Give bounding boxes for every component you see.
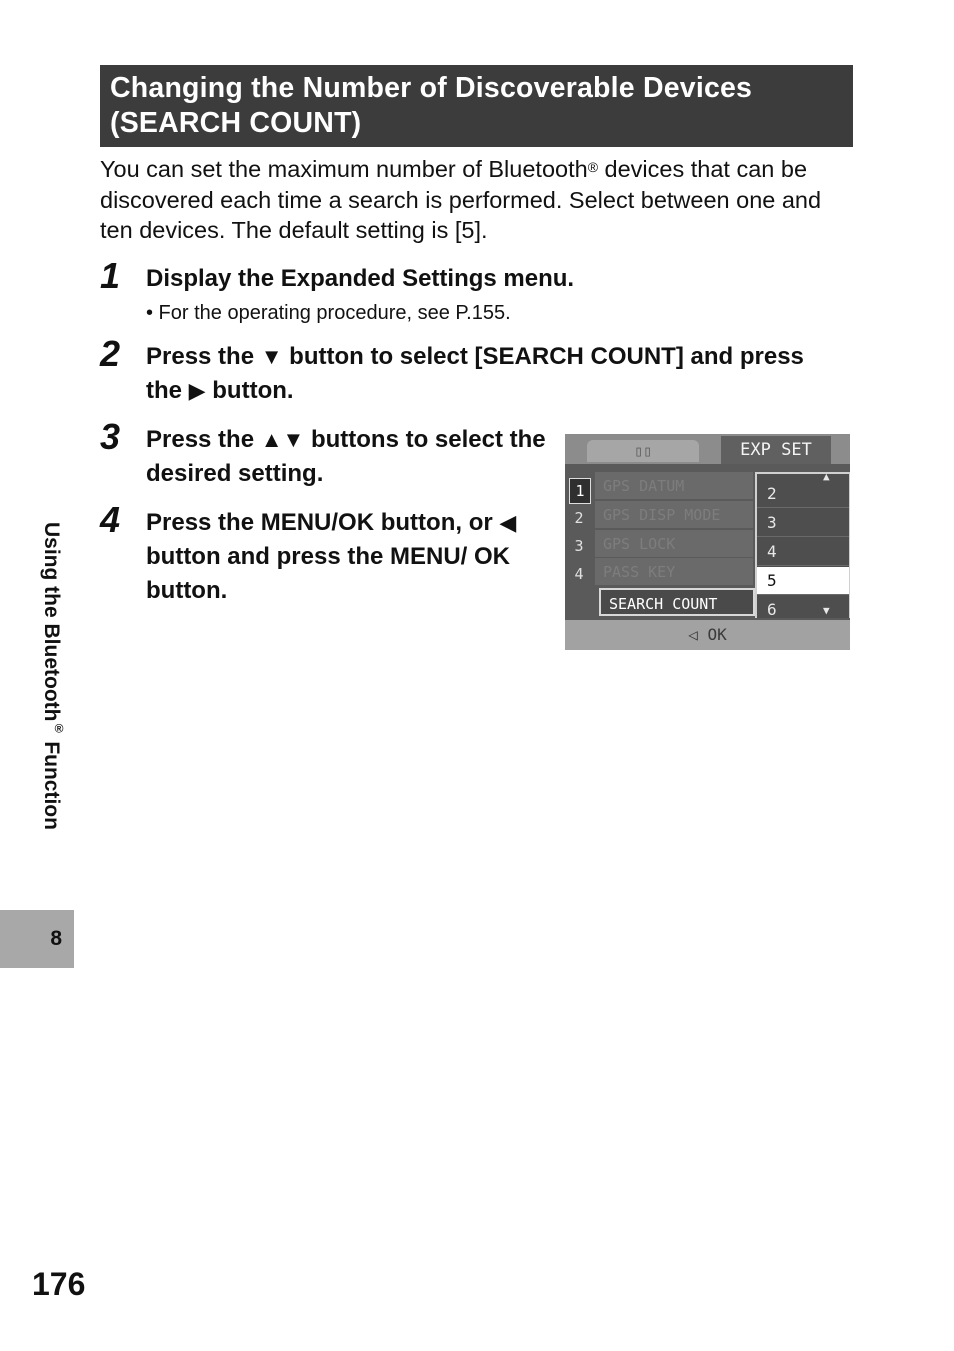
camera-option: 6: [757, 596, 849, 624]
camera-page-4: 4: [574, 565, 584, 583]
step-2-text-c: button.: [205, 377, 294, 404]
camera-option-selected: 5: [757, 567, 849, 595]
step-3-text-a: Press the: [146, 426, 261, 453]
camera-tab-bar: [565, 434, 850, 464]
camera-option: 4: [757, 538, 849, 566]
intro-part-2: devices that can be discovered each time a search is performed. Select between one and ten devices. The default setting is [5].: [100, 156, 822, 243]
heading-line-1: Changing the Number of Discoverable Devices: [110, 72, 753, 104]
step-3-number: 3: [100, 416, 121, 457]
step-1-note: • For the operating procedure, see P.155.: [146, 302, 511, 324]
step-2-text: [146, 340, 846, 408]
heading-line-2: (SEARCH COUNT): [110, 107, 362, 139]
step-2-number: 2: [100, 333, 121, 374]
step-2-text-a: Press the: [146, 343, 261, 370]
scroll-down-icon: ▼: [823, 604, 830, 617]
camera-footer-ok: ◁ OK: [565, 620, 850, 650]
section-heading: [100, 65, 853, 147]
step-4-text: [146, 506, 551, 608]
up-down-arrow-icon: ▲▼: [260, 427, 305, 452]
step-1-text: Display the Expanded Settings menu.: [146, 265, 575, 292]
step-1-number: 1: [100, 255, 121, 296]
camera-menu-body: [565, 464, 850, 620]
camera-menu-gps-lock: GPS LOCK: [595, 530, 753, 558]
scroll-up-icon: ▲: [823, 470, 830, 483]
camera-option: 2: [757, 480, 849, 508]
camera-tab-exp-set: EXP SET: [721, 436, 831, 464]
camera-option: 3: [757, 509, 849, 537]
step-4-number: 4: [100, 499, 121, 540]
chapter-side-label: [40, 522, 74, 897]
camera-menu-gps-datum: GPS DATUM: [595, 472, 753, 500]
page-number: 176: [32, 1266, 86, 1302]
camera-tab-shooting: ▯▯: [587, 440, 699, 462]
intro-part-1: You can set the maximum number of Bluetooth: [100, 156, 588, 182]
intro-paragraph: [100, 154, 860, 246]
side-label-text-2: Function: [40, 735, 63, 830]
down-arrow-icon: ▼: [260, 344, 283, 369]
camera-screen: [565, 434, 850, 650]
step-3-text-b: buttons to select the desired setting.: [146, 426, 546, 487]
step-4-text-a: Press the MENU/OK button, or: [146, 509, 500, 536]
step-4-text-b: button and press the MENU/ OK button.: [146, 543, 511, 604]
side-label-registered-mark: ®: [52, 721, 66, 736]
side-label-text: Using the Bluetooth: [40, 522, 63, 722]
camera-menu-search-count: SEARCH COUNT: [599, 588, 755, 616]
step-3-text: [146, 423, 556, 491]
registered-mark: ®: [587, 159, 599, 175]
step-2-text-b: button to select [SEARCH COUNT] and press the: [146, 343, 804, 404]
left-arrow-icon: ◀: [499, 510, 517, 535]
camera-menu-gps-disp-mode: GPS DISP MODE: [595, 501, 753, 529]
camera-menu-pass-key: PASS KEY: [595, 558, 753, 586]
camera-page-3: 3: [574, 537, 584, 555]
camera-option-list: [755, 472, 850, 618]
camera-page-2: 2: [574, 509, 584, 527]
right-arrow-icon: ▶: [188, 378, 206, 403]
camera-page-1: 1: [569, 478, 591, 504]
chapter-number-tab: 8: [0, 910, 74, 968]
